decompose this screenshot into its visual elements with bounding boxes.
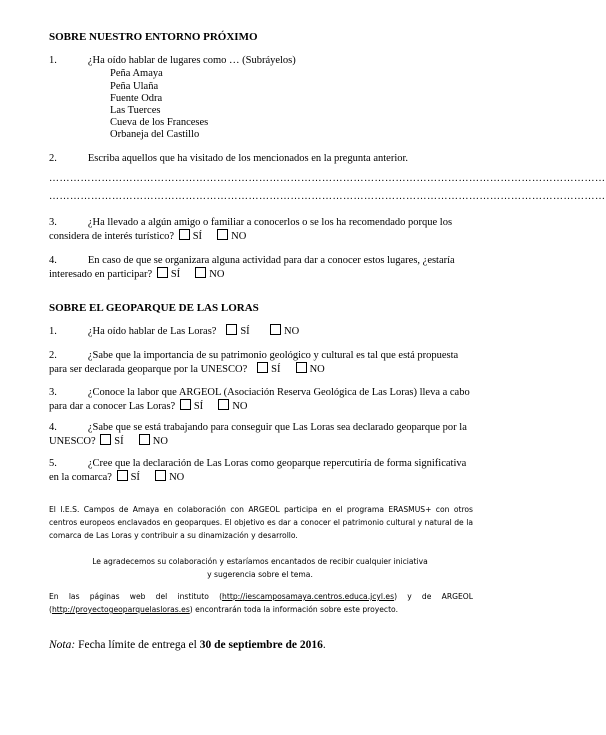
yes-checkbox[interactable] [157, 267, 168, 278]
s1-q4-line2: interesado en participar? [49, 269, 153, 280]
yes-label: SÍ [114, 436, 124, 447]
yes-checkbox[interactable] [179, 229, 190, 240]
no-label: NO [169, 472, 185, 483]
no-label: NO [232, 401, 248, 412]
no-label: NO [284, 326, 300, 337]
s2-q4-line2: UNESCO? [49, 436, 96, 447]
s1-question-4 [49, 254, 470, 281]
s2-q3-line2: para dar a conocer Las Loras? [49, 401, 176, 412]
s2-q3-number: 3. [49, 387, 57, 398]
websites-text-after: ) encontrarán toda la información sobre este proyecto. [189, 605, 398, 614]
note-text: Fecha límite de entrega el [75, 639, 200, 651]
place-item[interactable]: Orbaneja del Castillo [110, 129, 200, 140]
no-checkbox[interactable] [218, 399, 229, 410]
s1-q3-line1: ¿Ha llevado a algún amigo o familiar a conocerlos o se los ha recomendado porque los [87, 217, 453, 228]
s1-question-1 [49, 54, 296, 68]
note-label: Nota: [49, 639, 76, 651]
s2-q1-text: ¿Ha oído hablar de Las Loras? [87, 326, 217, 337]
no-label: NO [309, 364, 325, 375]
no-checkbox[interactable] [270, 324, 281, 335]
s1-q3-line2: considera de interés turístico? [49, 231, 175, 242]
section-title-geoparque: SOBRE EL GEOPARQUE DE LAS LORAS [49, 302, 259, 314]
s1-question-2 [49, 152, 408, 166]
s2-q5-line2: en la comarca? [49, 472, 112, 483]
no-checkbox[interactable] [195, 267, 206, 278]
yes-label: SÍ [192, 231, 203, 242]
s1-question-3 [49, 216, 470, 243]
yes-label: SÍ [271, 364, 281, 375]
s2-q2-number: 2. [49, 350, 57, 361]
websites-paragraph [49, 590, 473, 616]
yes-checkbox[interactable] [226, 324, 237, 335]
no-checkbox[interactable] [139, 434, 150, 445]
s2-q3-line1: ¿Conoce la labor que ARGEOL (Asociación Reserva Geológica de Las Loras) lleva a cabo [87, 387, 470, 398]
yes-label: SÍ [170, 269, 181, 280]
answer-line-1[interactable]: …………………………………………………………………………………………………………………………………………… [49, 173, 606, 184]
s2-question-4 [49, 421, 470, 448]
yes-label: SÍ [240, 326, 250, 337]
s2-question-5 [49, 457, 470, 484]
s2-q5-number: 5. [49, 458, 57, 469]
no-label: NO [152, 436, 168, 447]
deadline-note [49, 639, 326, 651]
yes-label: SÍ [193, 401, 204, 412]
section-title-entorno: SOBRE NUESTRO ENTORNO PRÓXIMO [49, 31, 258, 43]
s1-q4-line1: En caso de que se organizara alguna actividad para dar a conocer estos lugares, ¿estaría [87, 255, 455, 266]
s2-q1-number: 1. [49, 326, 57, 337]
yes-checkbox[interactable] [117, 470, 128, 481]
place-item[interactable]: Fuente Odra [110, 93, 163, 104]
yes-label: SÍ [130, 472, 140, 483]
place-item[interactable]: Peña Ulaña [110, 81, 159, 92]
s2-q4-number: 4. [49, 422, 57, 433]
s2-question-3 [49, 386, 470, 413]
argeol-link[interactable]: http://proyectogeoparquelasloras.es [51, 605, 190, 614]
yes-checkbox[interactable] [180, 399, 191, 410]
place-item[interactable]: Cueva de los Franceses [110, 117, 209, 128]
websites-text-middle: ) y de ARGEOL ( [49, 592, 473, 614]
s2-q4-line1: ¿Sabe que se está trabajando para conseguir que Las Loras sea declarado geoparque por la [87, 422, 467, 433]
websites-text-before: En las páginas web del instituto ( [49, 592, 223, 601]
answer-line-2[interactable]: …………………………………………………………………………………………………………………………………………… [49, 191, 606, 202]
s1-q2-text: Escriba aquellos que ha visitado de los mencionados en la pregunta anterior. [87, 153, 409, 164]
s1-q3-number: 3. [49, 217, 57, 228]
institute-link[interactable]: http://iescamposamaya.centros.educa.jcyl.es [222, 592, 395, 601]
thanks-paragraph: Le agradecemos su colaboración y estaríamos encantados de recibir cualquier iniciativa y sugerencia sobre el tema. [92, 557, 428, 579]
place-item[interactable]: Las Tuerces [110, 105, 161, 116]
no-label: NO [209, 269, 225, 280]
yes-checkbox[interactable] [257, 362, 268, 373]
s1-q1-number: 1. [49, 55, 57, 66]
note-date: 30 de septiembre de 2016 [199, 639, 323, 651]
no-label: NO [231, 231, 247, 242]
s2-question-2 [49, 349, 470, 376]
s1-q1-text: ¿Ha oído hablar de lugares como … (Subráyelos) [87, 55, 296, 66]
no-checkbox[interactable] [217, 229, 228, 240]
s2-q2-line1: ¿Sabe que la importancia de su patrimonio geológico y cultural es tal que está propuesta [87, 350, 459, 361]
note-end: . [322, 639, 326, 651]
place-item[interactable]: Peña Amaya [110, 68, 163, 79]
s1-q4-number: 4. [49, 255, 57, 266]
yes-checkbox[interactable] [100, 434, 111, 445]
erasmus-info-paragraph: El I.E.S. Campos de Amaya en colaboración con ARGEOL participa en el programa ERASMUS+ con otros centros europeos enclavados en geoparques. El objetivo es dar a conocer el patrimonio cultural y natural de la comarca de Las Loras y contribuir a su dinamización y desarrollo. [49, 505, 473, 540]
s1-q2-number: 2. [49, 153, 57, 164]
no-checkbox[interactable] [296, 362, 307, 373]
s2-q2-line2: para ser declarada geoparque por la UNESCO? [49, 364, 248, 375]
s2-question-1 [49, 324, 299, 339]
no-checkbox[interactable] [155, 470, 166, 481]
s2-q5-line1: ¿Cree que la declaración de Las Loras como geoparque repercutiría de forma significativa [87, 458, 467, 469]
